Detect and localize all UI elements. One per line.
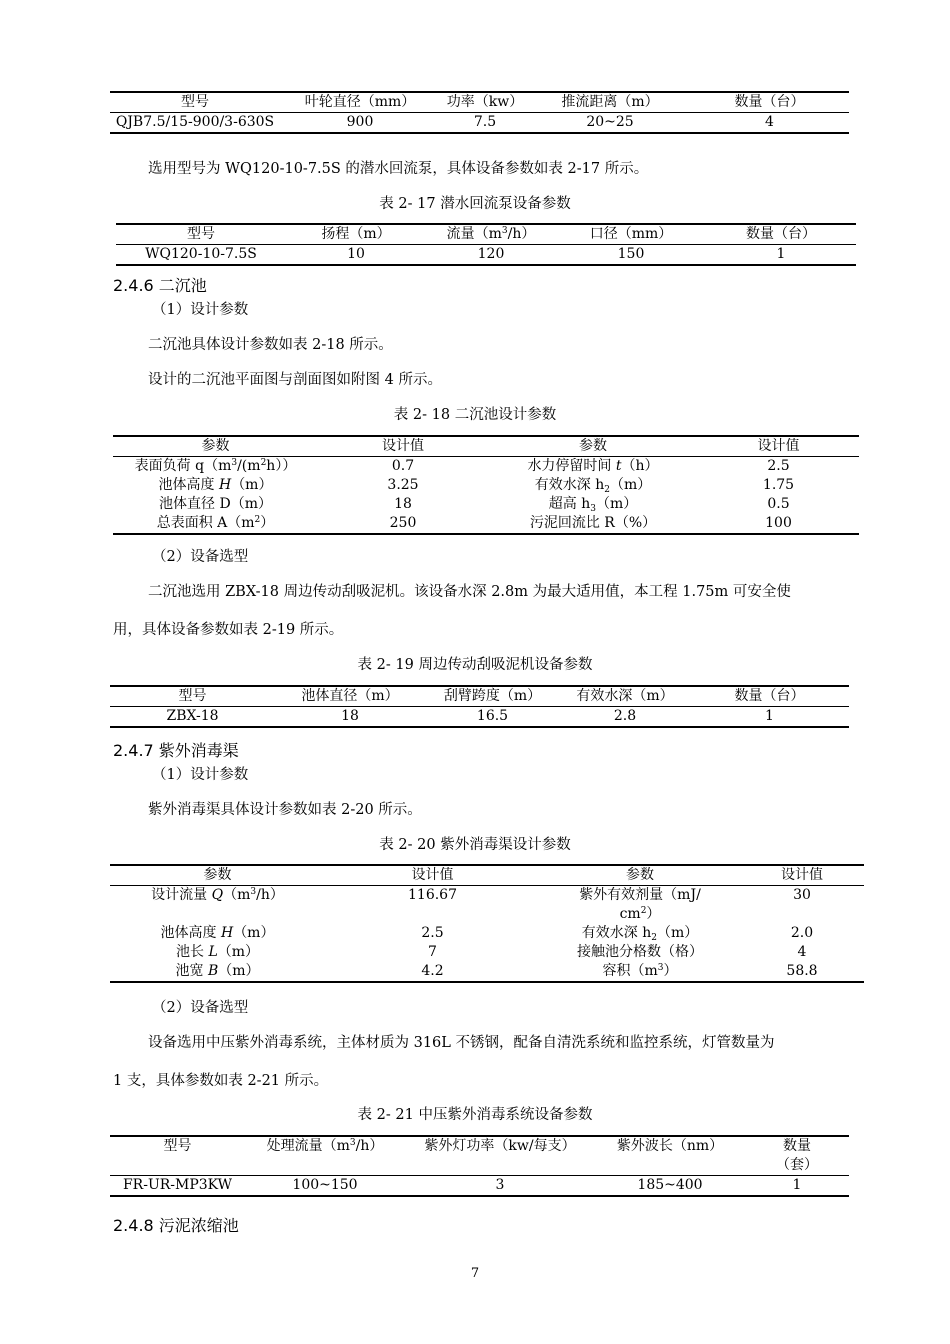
table-caption-2-17: 表 2- 17 潜水回流泵设备参数 — [379, 196, 571, 212]
header-cell: 数量（台） — [690, 92, 849, 113]
table-cell: 设计流量 $Q(m^3/h)$ — [151, 887, 284, 903]
header-cell: 型号 — [110, 686, 275, 707]
table-cell: 池体高度 H（m） — [160, 925, 275, 941]
table-row — [110, 886, 864, 925]
table-caption-2-19: 表 2- 19 周边传动刮吸泥机设备参数 — [357, 657, 593, 673]
table-row — [113, 476, 859, 495]
table-cell: 4 — [797, 944, 807, 960]
header-cell: 刮臂跨度（m） — [425, 686, 560, 707]
table-row — [110, 1176, 849, 1197]
section-heading-2-4-8: 2.4.8 污泥浓缩池 — [113, 1216, 239, 1235]
table-row — [113, 495, 859, 514]
paragraph-uv-params: 紫外消毒渠具体设计参数如表 2-20 所示。 — [148, 802, 422, 818]
table-cell: 池体高度 H（m） — [158, 477, 273, 493]
paragraph-uv-system-line2: 1 支，具体参数如表 2-21 所示。 — [113, 1073, 329, 1089]
header-cell: 有效水深（m） — [560, 686, 690, 707]
table-cell: FR-UR-MP3KW — [122, 1177, 233, 1193]
header-cell: 扬程（m） — [286, 224, 426, 245]
header-cell: 型号 — [110, 1136, 245, 1176]
table-row — [110, 943, 864, 962]
table-cell: 池宽 B（m） — [175, 963, 260, 979]
header-cell: 数量（台） — [690, 686, 849, 707]
header-cell: 数量 （套） — [745, 1136, 849, 1176]
table-row — [110, 113, 849, 134]
header-cell: 口径（mm） — [556, 224, 706, 245]
table-cell: 池体直径 D（m） — [159, 496, 272, 512]
table-cell: 2.8 — [613, 708, 637, 724]
table-cell: 1.75 — [762, 477, 795, 493]
header-cell: 池体直径（m） — [275, 686, 425, 707]
table-2-18 — [113, 435, 859, 535]
table-cell: 10 — [347, 246, 365, 262]
table-cell: 58.8 — [786, 963, 818, 979]
table-cell: 0.5 — [767, 496, 790, 512]
table-header-row — [110, 865, 864, 886]
table-cell: 1 — [776, 246, 786, 262]
table-header-row — [116, 224, 856, 245]
table-row — [116, 245, 856, 266]
header-cell: 参数 — [110, 865, 325, 886]
page-number: 7 — [470, 1266, 480, 1281]
table-cell: 30 — [793, 887, 811, 903]
table-2-20 — [110, 864, 864, 983]
table-cell: 0.7 — [391, 458, 415, 474]
table-cell: 表面负荷 $q(m^3/(m^2h))$ — [134, 458, 297, 474]
table-row — [113, 457, 859, 477]
table-header-row — [113, 436, 859, 457]
table-cell: 有效水深 $h_2(m)$ — [534, 477, 652, 495]
table-header-row — [110, 92, 849, 113]
table-cell: 100 — [765, 515, 792, 531]
table-cell: 容积$(m^3)$ — [602, 963, 678, 979]
header-cell: 流量$(m^3/h)$ — [426, 224, 556, 245]
table-cell: 接触池分格数（格） — [577, 944, 703, 960]
table-cell: QJB7.5/15-900/3-630S — [115, 114, 275, 130]
table-cell: 1 — [765, 708, 774, 724]
table-cell: WQ120-10-7.5S — [145, 246, 257, 262]
table-cell: 7 — [428, 944, 437, 960]
table-cell: 20~25 — [586, 114, 634, 130]
table-cell: 有效水深 $h_2(m)$ — [581, 925, 699, 943]
section-heading-2-4-6: 2.4.6 二沉池 — [113, 276, 207, 295]
header-cell: 紫外波长（nm） — [595, 1136, 745, 1176]
table-cell: ZBX-18 — [166, 708, 219, 724]
table-cell: 紫外有效剂量（mJ/ $cm^2$） — [579, 887, 701, 922]
table-cell: 水力停留时间 t（h） — [527, 458, 659, 474]
section-heading-2-4-7: 2.4.7 紫外消毒渠 — [113, 741, 239, 760]
header-cell: 参数 — [113, 436, 318, 457]
table-cell: 250 — [389, 515, 417, 531]
table-header-row — [110, 686, 849, 707]
table-row — [110, 707, 849, 728]
paragraph-clarifier-params: 二沉池具体设计参数如表 2-18 所示。 — [148, 337, 393, 353]
table-cell: 7.5 — [473, 114, 497, 130]
table-row — [113, 514, 859, 534]
table-cell: 150 — [617, 246, 645, 262]
table-cell: 3 — [495, 1177, 505, 1193]
table-cell: 3.25 — [387, 477, 419, 493]
header-cell: 参数 — [540, 865, 740, 886]
table-caption-2-20: 表 2- 20 紫外消毒渠设计参数 — [379, 837, 571, 853]
paragraph-uv-system-line1: 设备选用中压紫外消毒系统，主体材质为 316L 不锈钢，配备自清洗系统和监控系统，灯管数量为 — [148, 1035, 775, 1051]
table-cell: 900 — [346, 114, 374, 130]
table-row — [110, 924, 864, 943]
table-row — [110, 962, 864, 982]
table-cell: 120 — [477, 246, 505, 262]
table-2-17 — [116, 223, 856, 266]
table-cell: 4 — [765, 114, 774, 130]
table-cell: 18 — [341, 708, 359, 724]
table-cell: 100~150 — [292, 1177, 358, 1193]
paragraph-scraper-line1: 二沉池选用 ZBX-18 周边传动刮吸泥机。该设备水深 2.8m 为最大适用值，本工程 1.75m 可安全使 — [148, 584, 791, 600]
header-cell: 设计值 — [318, 436, 488, 457]
table-caption-2-21: 表 2- 21 中压紫外消毒系统设备参数 — [357, 1107, 593, 1123]
table-caption-2-18: 表 2- 18 二沉池设计参数 — [393, 407, 557, 423]
table-cell: 总表面积 $A(m^2)$ — [156, 515, 275, 531]
paragraph-scraper-line2: 用，具体设备参数如表 2-19 所示。 — [113, 622, 344, 638]
subheading-design-params: （1）设计参数 — [152, 302, 249, 318]
header-cell: 型号 — [116, 224, 286, 245]
header-cell: 推流距离（m） — [530, 92, 690, 113]
header-cell: 设计值 — [740, 865, 864, 886]
subheading-equipment-selection: （2）设备选型 — [152, 549, 249, 565]
paragraph-clarifier-drawing: 设计的二沉池平面图与剖面图如附图 4 所示。 — [148, 372, 442, 388]
table-cell: 超高 $h_3(m)$ — [548, 496, 638, 514]
table-cell: 2.5 — [767, 458, 790, 474]
header-cell: 处理流量$(m^3/h)$ — [245, 1136, 405, 1176]
subheading-equipment-selection: （2）设备选型 — [152, 1000, 249, 1016]
table-cell: 18 — [394, 496, 412, 512]
header-cell: 数量（台） — [706, 224, 856, 245]
table-cell: 116.67 — [408, 887, 457, 903]
table-header-row — [110, 1136, 849, 1176]
header-cell: 设计值 — [698, 436, 859, 457]
header-cell: 型号 — [110, 92, 280, 113]
table-2-19 — [110, 685, 849, 728]
table-2-21 — [110, 1135, 849, 1197]
table-cell: 185~400 — [637, 1177, 703, 1193]
subheading-design-params: （1）设计参数 — [152, 767, 249, 783]
header-cell: 叶轮直径（mm） — [280, 92, 440, 113]
table-cell: 16.5 — [476, 708, 509, 724]
header-cell: 功率（kw） — [440, 92, 530, 113]
header-cell: 设计值 — [325, 865, 540, 886]
header-cell: 紫外灯功率（kw/每支） — [405, 1136, 595, 1176]
table-stirrer — [110, 91, 849, 134]
table-cell: 4.2 — [421, 963, 444, 979]
table-cell: 池长 L（m） — [175, 944, 260, 960]
paragraph-pump-selection: 选用型号为 WQ120-10-7.5S 的潜水回流泵，具体设备参数如表 2-17 所示。 — [148, 161, 649, 177]
table-cell: 污泥回流比 R（%） — [529, 515, 657, 531]
table-cell: 1 — [792, 1177, 802, 1193]
table-cell: 2.5 — [421, 925, 444, 941]
header-cell: 参数 — [488, 436, 698, 457]
table-cell: 2.0 — [790, 925, 814, 941]
